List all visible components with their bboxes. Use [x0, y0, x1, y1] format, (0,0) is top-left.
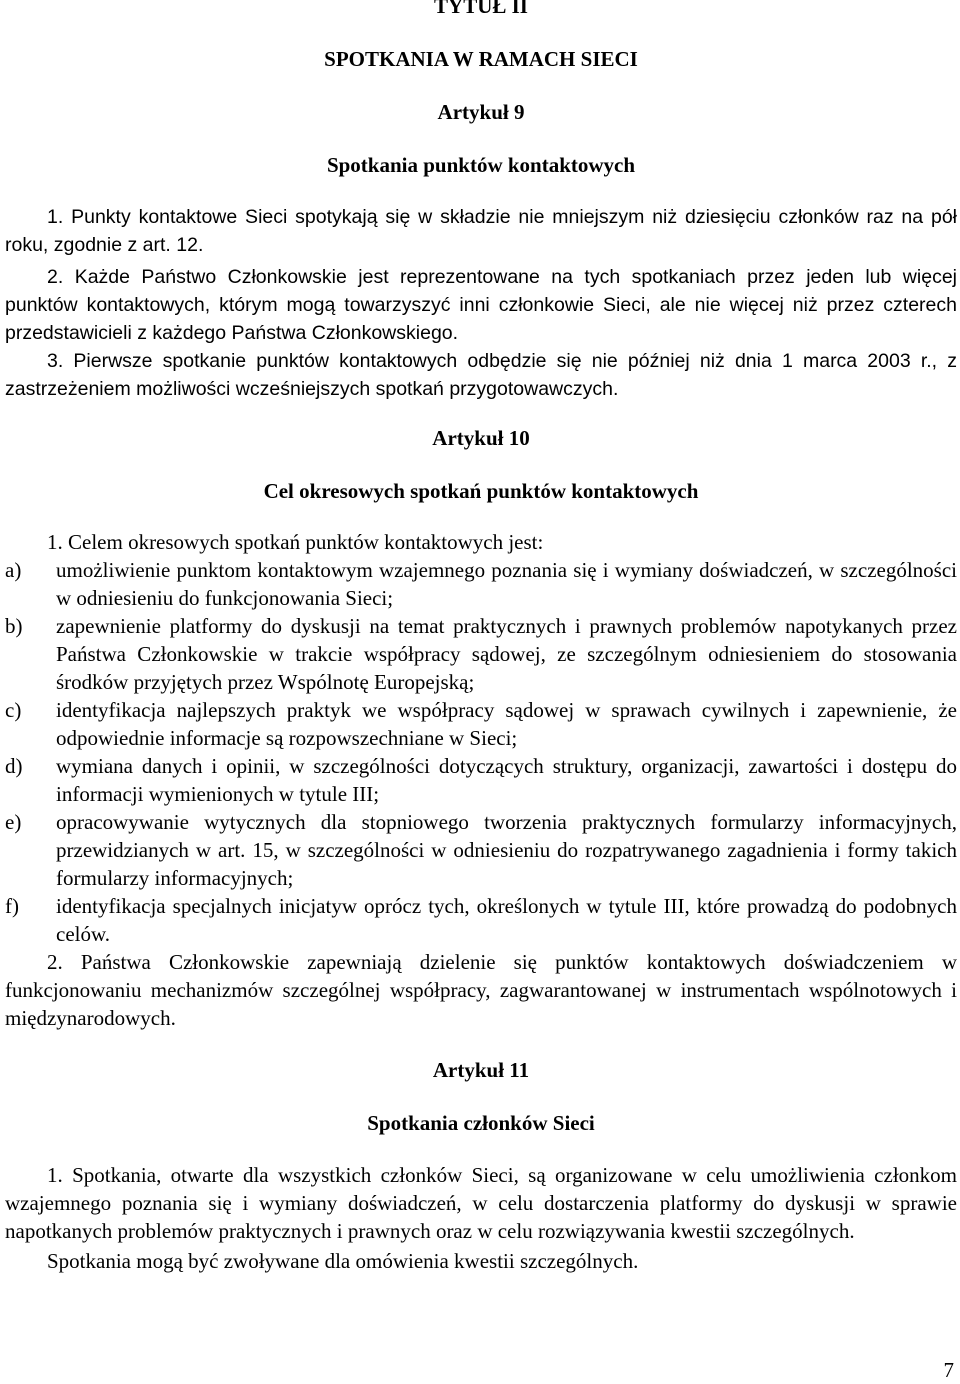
article-9-paragraph-2: 2. Każde Państwo Członkowskie jest reprezentowane na tych spotkaniach przez jeden lub więcej punktów kontaktowych, którym mogą towarzyszyć inni członkowie Sieci, ale nie więcej niż przez czterech przedstawicieli z każdego Państwa Członkowskiego. — [5, 266, 957, 344]
list-item-text: identyfikacja specjalnych inicjatyw oprócz tych, określonych w tytule III, które prowadzą do podobnych celów. — [56, 894, 957, 946]
article-10-subheading: Cel okresowych spotkań punktów kontaktowych — [263, 479, 699, 503]
list-item-a — [5, 556, 957, 612]
list-item-text: wymiana danych i opinii, w szczególności dotyczących struktury, organizacji, zawartości i dostępu do informacji wymienionych w tytule III; — [56, 754, 957, 806]
list-marker: c) — [5, 698, 22, 722]
list-item-d — [5, 752, 957, 808]
article-9-paragraph-1: 1. Punkty kontaktowe Sieci spotykają się w składzie nie mniejszym niż dziesięciu członków raz na pół roku, zgodnie z art. 12. — [5, 206, 957, 256]
article-11-paragraph-1: 1. Spotkania, otwarte dla wszystkich członków Sieci, są organizowane w celu umożliwienia członkom wzajemnego poznania się i wymiany doświadczeń, w celu dostarczenia platformy do dyskusji w sprawie napotkanych problemów praktycznych i prawnych oraz w celu rozwiązywania kwestii szczególnych. — [5, 1163, 957, 1243]
list-item-text: identyfikacja najlepszych praktyk we współpracy sądowej w sprawach cywilnych i zapewnienie, że odpowiednie informacje są rozpowszechniane w Sieci; — [56, 698, 957, 750]
article-10-paragraph-2: 2. Państwa Członkowskie zapewniają dzielenie się punktów kontaktowych doświadczeniem w funkcjonowaniu mechanizmów szczególnej współpracy, zagwarantowanej w instrumentach wspólnotowych i międzynarodowych. — [5, 950, 957, 1030]
list-marker: b) — [5, 614, 23, 638]
list-marker: f) — [5, 894, 19, 918]
article-10-heading: Artykuł 10 — [432, 426, 530, 450]
article-11-subheading: Spotkania członków Sieci — [367, 1111, 595, 1135]
list-item-b — [5, 612, 957, 696]
list-item-text: zapewnienie platformy do dyskusji na temat praktycznych i prawnych problemów napotykanych przez Państwa Członkowskie w trakcie współpracy sądowej, ze szczególnym odniesieniem do stosowania środków przyjętych przez Wspólnotę Europejską; — [56, 614, 957, 694]
article-9-body — [5, 203, 957, 403]
list-item-f — [5, 892, 957, 948]
section-title: SPOTKANIA W RAMACH SIECI — [324, 47, 638, 71]
article-9-subheading: Spotkania punktów kontaktowych — [326, 153, 636, 177]
article-9-heading: Artykuł 9 — [437, 100, 525, 124]
article-11-body — [5, 1161, 957, 1275]
article-10-body — [5, 528, 957, 1032]
list-item-text: umożliwienie punktom kontaktowym wzajemnego poznania się i wymiany doświadczeń, w szczególności w odniesieniu do funkcjonowania Sieci; — [56, 558, 957, 610]
list-marker: e) — [5, 810, 22, 834]
article-9-paragraph-3: 3. Pierwsze spotkanie punktów kontaktowych odbędzie się nie później niż dnia 1 marca 2003 r., z zastrzeżeniem możliwości wcześniejszych spotkań przygotowawczych. — [5, 350, 957, 400]
article-11-heading: Artykuł 11 — [432, 1058, 530, 1082]
list-item-c — [5, 696, 957, 752]
article-10-intro: 1. Celem okresowych spotkań punktów kontaktowych jest: — [47, 530, 544, 554]
list-item-e — [5, 808, 957, 892]
list-item-text: opracowywanie wytycznych dla stopniowego tworzenia praktycznych formularzy informacyjnych, przewidzianych w art. 15, w szczególności w odniesieniu do rozpatrywanego zagadnienia i formy takich formularzy informacyjnych; — [56, 810, 957, 890]
list-marker: a) — [5, 558, 22, 582]
part-title: TYTUŁ II — [434, 0, 528, 18]
article-11-paragraph-2: Spotkania mogą być zwoływane dla omówienia kwestii szczególnych. — [47, 1249, 639, 1273]
list-marker: d) — [5, 754, 23, 778]
page-number: 7 — [943, 1358, 954, 1382]
